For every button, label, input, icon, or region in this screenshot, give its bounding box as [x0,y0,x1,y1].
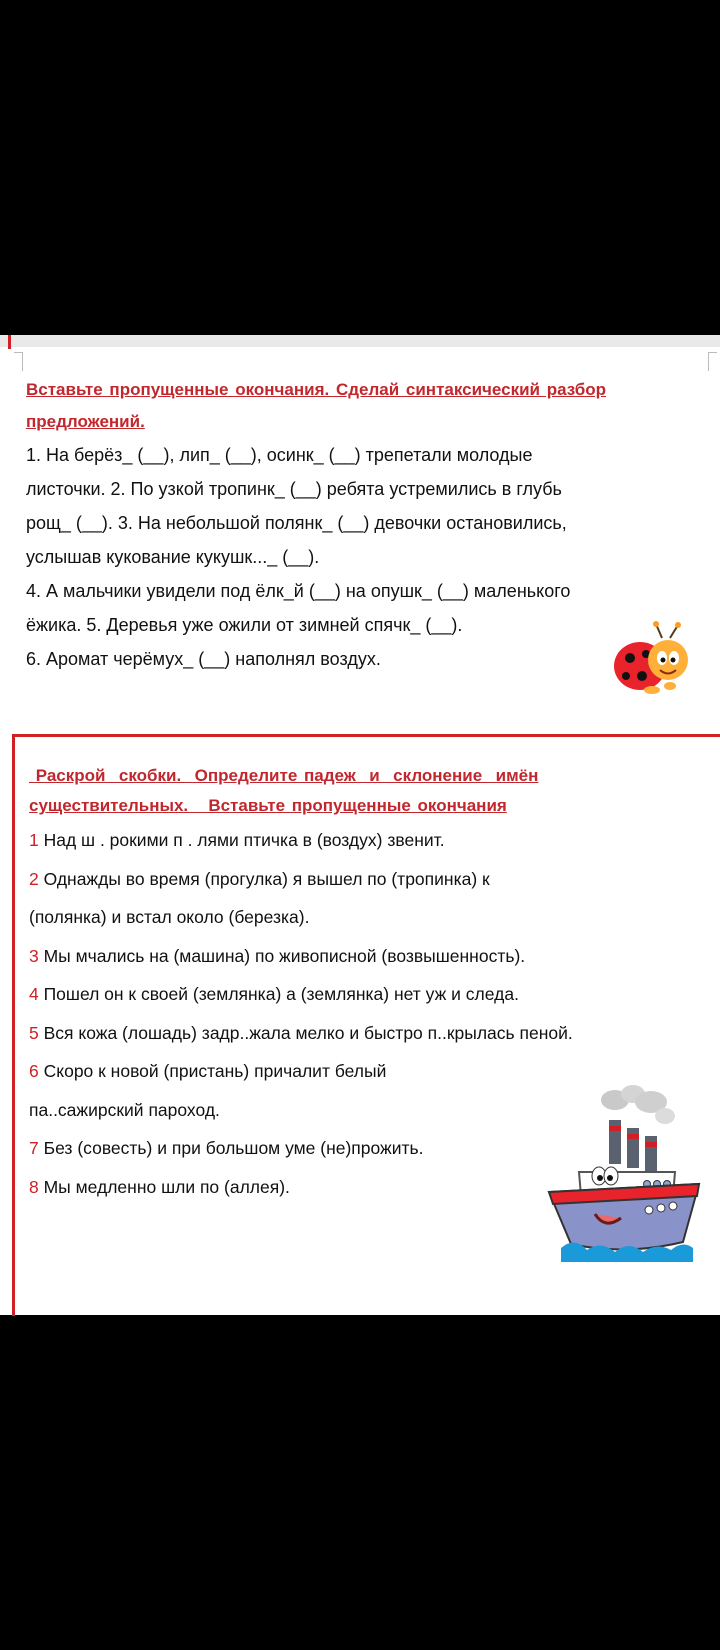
item-text: Над ш . рокими п . лями птичка в (воздух) звенит. [38,830,445,850]
item-number: 7 [29,1138,39,1158]
item-text: (полянка) и встал около (березка). [29,907,310,927]
item-text: па..сажирский пароход. [29,1099,220,1120]
item-number: 1 [29,830,39,850]
item-text: Скоро к новой (пристань) причалит белый [38,1061,387,1081]
item-number: 4 [29,984,39,1004]
item-text: Вся кожа (лошадь) задр..жала мелко и быстро п..крылась пеной. [38,1022,573,1043]
task-1-heading-line: предложений. [26,412,145,431]
task-1-line: услышав кукование кукушк..._ (__). [26,547,320,567]
task-2-heading-line: Раскрой скобки. Определите падеж и склонение имён [29,766,539,785]
steamship-illustration [545,1080,705,1275]
item-text: Мы медленно шли по (аллея). [38,1176,290,1197]
task-1-line: 6. Аромат черёмух_ (__) наполнял воздух. [26,649,381,669]
item-text: Мы мчались на (машина) по живописной (возвышенность). [38,945,526,966]
task-1-line: 4. А мальчики увидели под ёлк_й (__) на опушк_ (__) маленького [26,581,571,601]
task-1-line: рощ_ (__). 3. На небольшой полянк_ (__) девочки остановились, [26,513,567,533]
item-text: Без (совесть) и при большом уме (не)прожить. [38,1138,424,1158]
margin-corner-right [708,352,717,371]
margin-corner-left [14,352,23,371]
task-2-item [29,1014,699,1053]
item-number: 8 [29,1176,39,1197]
task-2-heading-line: существительных. Вставьте пропущенные окончания [29,796,507,815]
item-number: 5 [29,1022,39,1043]
item-text: Пошел он к своей (землянка) а (землянка) нет уж и следа. [38,984,519,1004]
task-1-line: листочки. 2. По узкой тропинк_ (__) ребята устремились в глубь [26,479,562,499]
task-2-item [29,860,699,899]
task-1-line: 1. На берёз_ (__), лип_ (__), осинк_ (__) трепетали молодые [26,445,533,465]
item-number: 6 [29,1061,39,1081]
item-number: 3 [29,945,39,966]
cursor-mark [8,335,11,349]
task-1 [26,374,676,676]
task-1-line: ёжика. 5. Деревья уже ожили от зимней спячк_ (__). [26,615,463,635]
task-2-item [29,821,699,860]
task-1-heading-line: Вставьте пропущенные окончания. Сделай синтаксический разбор [26,380,607,399]
page-edge [0,335,720,347]
task-2-item [29,975,699,1014]
task-2-item [29,898,699,937]
ladybug-illustration [612,620,694,705]
item-number: 2 [29,868,39,889]
item-text: Однажды во время (прогулка) я вышел по (тропинка) к [38,868,490,889]
task-2-item [29,937,699,976]
